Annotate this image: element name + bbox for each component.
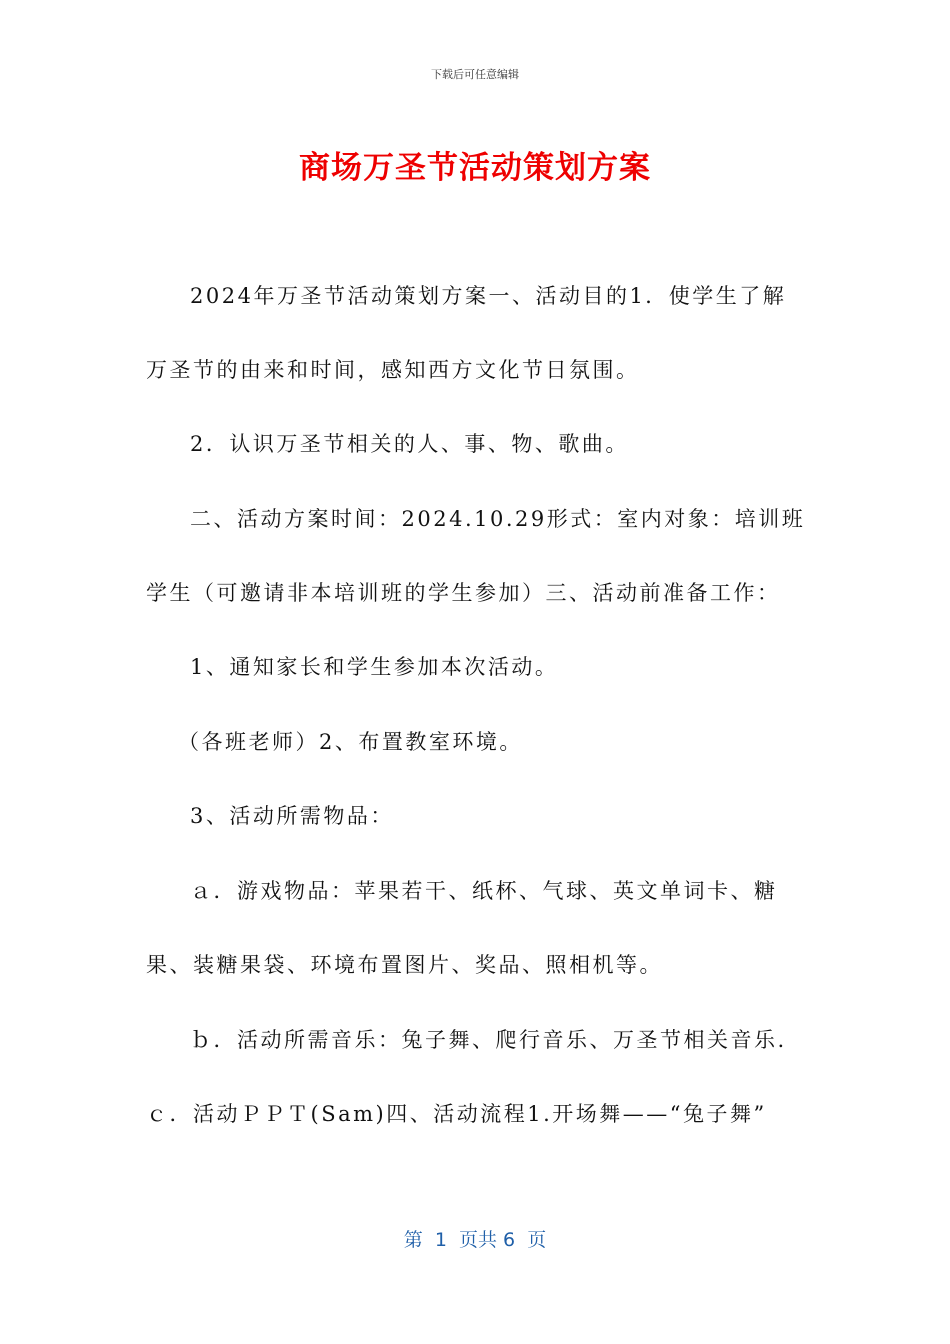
paragraph-line: 学生（可邀请非本培训班的学生参加）三、活动前准备工作： [146,581,781,605]
paragraph-line: ｂ．活动所需音乐：兔子舞、爬行音乐、万圣节相关音乐. [190,1028,787,1052]
paragraph-line: ａ．游戏物品：苹果若干、纸杯、气球、英文单词卡、糖 [190,879,778,903]
paragraph-line: 1、通知家长和学生参加本次活动。 [190,655,559,679]
document-title: 商场万圣节活动策划方案 [299,150,651,186]
paragraph-line: 果、装糖果袋、环境布置图片、奖品、照相机等。 [146,953,663,977]
paragraph-line: 万圣节的由来和时间，感知西方文化节日氛围。 [146,358,640,382]
paragraph-line: 3、活动所需物品： [190,804,394,828]
paragraph-line: （各班老师）2、布置教室环境。 [178,730,523,754]
paragraph-line: 2024年万圣节活动策划方案一、活动目的1．使学生了解 [190,284,787,308]
paragraph-line: ｃ．活动ＰＰＴ(Sam)四、活动流程1.开场舞——“兔子舞” [146,1102,767,1126]
header-note: 下载后可任意编辑 [431,68,519,81]
page-number: 第 1 页共 6 页 [403,1229,547,1251]
paragraph-line: 二、活动方案时间：2024.10.29形式：室内对象：培训班 [190,507,806,531]
paragraph-line: 2．认识万圣节相关的人、事、物、歌曲。 [190,432,629,456]
